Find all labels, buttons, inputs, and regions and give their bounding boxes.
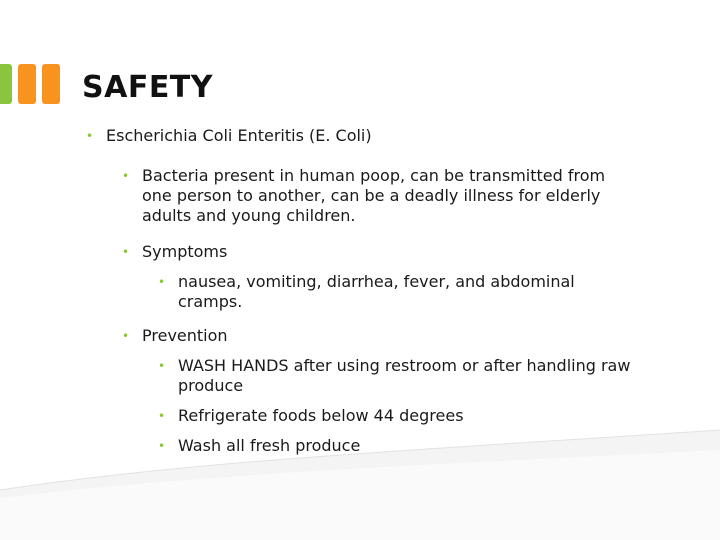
bullet-dot: • — [158, 359, 166, 373]
bullet-ecoli — [86, 126, 666, 146]
bullet-text: Wash all fresh produce — [178, 436, 361, 455]
bullet-dot: • — [86, 129, 94, 143]
accent-bars — [0, 64, 64, 104]
bullet-prevention — [122, 326, 622, 346]
bullet-dot: • — [122, 329, 130, 343]
accent-bar-orange-2 — [42, 64, 60, 104]
bullet-symptom-list — [158, 272, 618, 312]
bullet-text: Escherichia Coli Enteritis (E. Coli) — [106, 126, 372, 145]
bullet-dot: • — [158, 439, 166, 453]
bullet-dot: • — [158, 409, 166, 423]
accent-bar-orange-1 — [18, 64, 36, 104]
bullet-text: nausea, vomiting, diarrhea, fever, and abdominal cramps. — [178, 272, 575, 311]
footer-swoosh — [0, 420, 720, 540]
bullet-symptoms — [122, 242, 622, 262]
bullet-text: Refrigerate foods below 44 degrees — [178, 406, 464, 425]
bullet-dot: • — [158, 275, 166, 289]
bullet-wash-hands — [158, 356, 638, 396]
accent-bar-green — [0, 64, 12, 104]
bullet-dot: • — [122, 169, 130, 183]
bullet-dot: • — [122, 245, 130, 259]
bullet-bacteria — [122, 166, 622, 226]
bullet-text: Bacteria present in human poop, can be transmitted from one person to another, can be a deadly illness for elderly adults and young children. — [142, 166, 606, 225]
bullet-text: Prevention — [142, 326, 228, 345]
bullet-text: Symptoms — [142, 242, 228, 261]
bullet-text: WASH HANDS after using restroom or after handling raw produce — [178, 356, 631, 395]
slide-title: SAFETY — [82, 70, 213, 105]
